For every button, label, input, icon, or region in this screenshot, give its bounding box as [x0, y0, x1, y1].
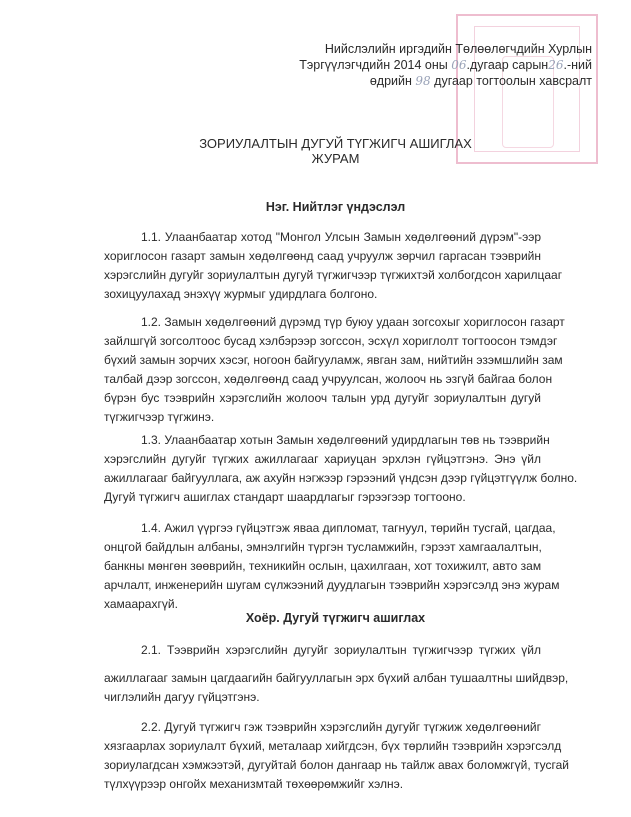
paragraph-line: бүрэн бус тээврийн хэрэгслийн жолооч талын урд дугуйг зориулалтын дугуй — [104, 391, 541, 405]
paragraph — [104, 519, 560, 614]
header-text: Тэргүүлэгчдийн 2014 оны — [299, 58, 452, 72]
header-line-2 — [299, 57, 592, 73]
paragraph-line: 1.1. Улаанбаатар хотод "Монгол Улсын Замын хөдөлгөөний дүрэм"-ээр — [141, 230, 541, 244]
header-line-3 — [370, 73, 592, 89]
paragraph-line: хязгаарлах зориулалт бүхий, металаар хийгдсэн, бүх төрлийн тээврийн хэрэгсэлд — [104, 739, 562, 753]
paragraph-line: зориулагдсан хэмжээтэй, дугуйтай болон дангаар нь тайлж авах боломжгүй, тусгай — [104, 758, 569, 772]
document-title: ЗОРИУЛАЛТЫН ДУГУЙ ТҮГЖИГЧ АШИГЛАХ — [199, 136, 472, 151]
paragraph-line: 2.2. Дугуй түгжигч гэж тээврийн хэрэгслийн дугуйг түгжиж хөдөлгөөнийг — [141, 720, 541, 734]
paragraph-line: түгжигчээр түгжинэ. — [104, 410, 215, 424]
paragraph-line: 1.3. Улаанбаатар хотын Замын хөдөлгөөний удирдлагын төв нь тээврийн — [141, 433, 550, 447]
paragraph-line: зохицуулахад энэхүү журмыг удирдлага болгоно. — [104, 287, 378, 301]
document-title-line-2: ЖУРАМ — [311, 151, 360, 166]
handwritten-number: 98 — [415, 74, 431, 88]
paragraph-line: онцгой байдлын албаны, эмнэлгийн түргэн тусламжийн, гэрээт хамгаалалтын, — [104, 540, 542, 554]
section-heading: Хоёр. Дугуй түгжигч ашиглах — [245, 611, 426, 625]
paragraph-line: банкны мөнгөн зөөврийн, техникийн ослын, цахилгаан, хот тохижилт, авто зам — [104, 559, 542, 573]
paragraph-line: 2.1. Тээврийн хэрэгслийн дугуйг зориулалтын түгжигчээр түгжих үйл — [141, 643, 541, 657]
paragraph-line: хэрэгслийн дугуйг түгжих ажиллагааг хариуцан эрхлэн гүйцэтгэнэ. Энэ үйл — [104, 452, 541, 466]
header-text: .-ний — [563, 58, 592, 72]
paragraph-line: зайлшгүй зогсолтоос бусад хэлбэрээр зогссон, эсхүл хориглолт тогтоосон тэмдэг — [104, 334, 558, 348]
header-text: дугаар тогтоолын хавсралт — [430, 74, 592, 88]
paragraph-line: хамаарахгүй. — [104, 597, 178, 611]
section-heading: Нэг. Нийтлэг үндэслэл — [265, 200, 406, 214]
paragraph-line: түлхүүрээр онгойх механизмтай төхөөрөмжийг хэлнэ. — [104, 777, 404, 791]
paragraph — [104, 228, 563, 304]
paragraph-line: арчлалт, инженерийн шугам сүлжээний дуудлагын тээврийн хэрэгсэлд энэ журам — [104, 578, 560, 592]
handwritten-day: 26 — [548, 58, 564, 72]
paragraph-line: Дугуй түгжигч ашиглах стандарт шаардлагыг гэрээгээр тогтооно. — [104, 490, 466, 504]
header-text: .дугаар сарын — [466, 58, 549, 72]
paragraph-line: чиглэлийн дагуу гүйцэтгэнэ. — [104, 690, 260, 704]
paragraph — [104, 431, 578, 507]
paragraph-line: ажиллагааг байгууллага, аж ахуйн нэгжээр гэрээний үндсэн дээр гүйцэтгүүлж болно. — [104, 471, 578, 485]
paragraph-line: хэрэгслийн дугуйг зориулалтын дугуй түгжигчээр түгжихтэй холбогдсон харилцааг — [104, 268, 563, 282]
paragraph-line: 1.2. Замын хөдөлгөөний дүрэмд түр буюу удаан зогсохыг хориглосон газарт — [141, 315, 565, 329]
paragraph-line: талбай дээр зогссон, хөдөлгөөнд саад учруулсан, жолооч нь эзгүй байгаа болон — [104, 372, 553, 386]
paragraph-line: ажиллагааг замын цагдаагийн байгууллагын эрх бүхий албан тушаалтны шийдвэр, — [104, 671, 569, 685]
header-line-1: Нийслэлийн иргэдийн Төлөөлөгчдийн Хурлын — [324, 42, 592, 56]
paragraph-line: хориглосон газарт замын хөдөлгөөнд саад учруулж зөрчил гаргасан тээврийн — [104, 249, 541, 263]
paragraph — [104, 313, 565, 427]
paragraph-line: 1.4. Ажил үүргээ гүйцэтгэж яваа дипломат, тагнуул, төрийн тусгай, цагдаа, — [141, 521, 556, 535]
paragraph — [104, 641, 569, 707]
handwritten-month: 06 — [451, 58, 467, 72]
header-text: өдрийн — [369, 74, 416, 88]
paragraph — [104, 718, 569, 794]
paragraph-line: бүхий замын зорчих хэсэг, ногоон байгууламж, явган зам, нийтийн эзэмшлийн зам — [104, 353, 563, 367]
